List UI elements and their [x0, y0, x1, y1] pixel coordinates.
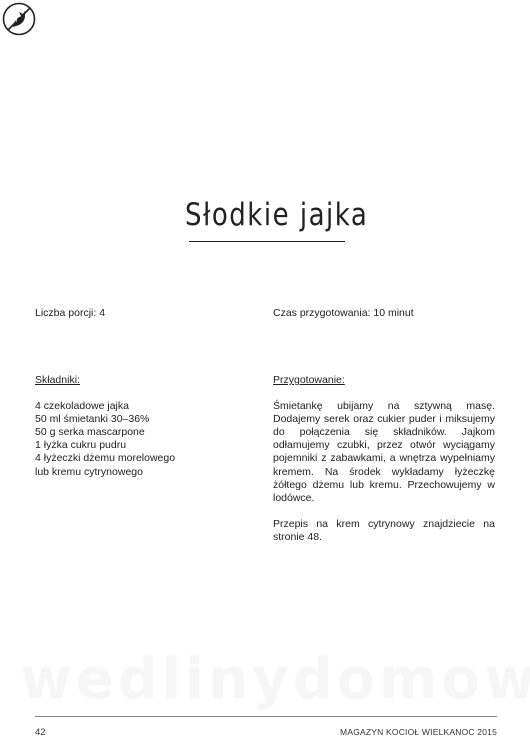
- preparation-section: [273, 374, 495, 544]
- rooster-logo-icon: [2, 2, 36, 36]
- preparation-heading: Przygotowanie:: [273, 374, 345, 386]
- ingredients-heading: Składniki:: [35, 374, 80, 386]
- magazine-name: MAGAZYN KOCIOŁ WIELKANOC 2015: [340, 727, 497, 737]
- watermark: [20, 652, 530, 708]
- ingredients-list: [35, 400, 175, 479]
- list-item: 50 g serka mascarpone: [35, 426, 145, 439]
- list-item: 4 łyżeczki dżemu morelowego: [35, 452, 176, 465]
- preparation-note: Przepis na krem cytrynowy znajdziecie na stronie 48.: [273, 517, 495, 543]
- portions-text: Liczba porcji: 4: [35, 307, 106, 319]
- list-item: 4 czekoladowe jajka: [35, 400, 129, 413]
- title-block: [185, 197, 369, 234]
- list-item: lub kremu cytrynowego: [35, 465, 143, 478]
- recipe-title: Słodkie jajka: [185, 197, 369, 234]
- ingredients-section: [35, 374, 175, 479]
- preparation-paragraph: Śmietankę ubijamy na sztywną masę. Dodajemy serek oraz cukier puder i miksujemy do połączenia się składników. Jajkom odłamujemy czubki, przez otwór wyciągamy pojemniki z zabawkami, a wnętrza wypełniamy kremem. Na środek wykładamy łyżeczkę żółtego dżemu lub kremu. Przechowujemy w lodówce.: [273, 400, 495, 504]
- footer-divider: [35, 716, 497, 717]
- list-item: 50 ml śmietanki 30–36%: [35, 413, 150, 426]
- prep-time-text: Czas przygotowania: 10 minut: [273, 307, 414, 319]
- list-item: 1 łyżka cukru pudru: [35, 439, 127, 452]
- page-number: 42: [35, 727, 46, 738]
- title-underline: [189, 241, 345, 242]
